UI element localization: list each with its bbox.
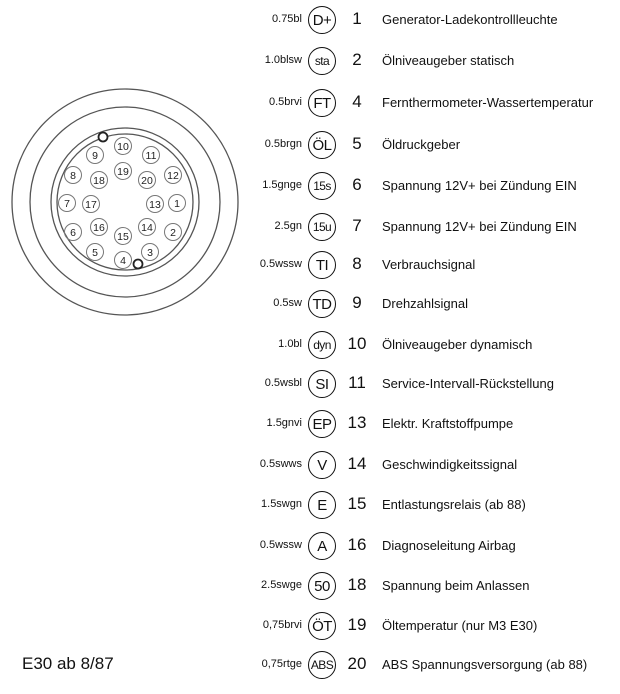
pin-number: 6 [352, 175, 362, 194]
wire-code: 0.5brgn [264, 138, 302, 150]
connector-pin-number: 3 [147, 247, 153, 259]
pin-function-label: Generator-Ladekontrollleuchte [382, 12, 558, 27]
connector-pin-number: 19 [117, 166, 129, 178]
pin-function-label: Elektr. Kraftstoffpumpe [382, 416, 514, 431]
pin-function-label: Spannung beim Anlassen [382, 578, 530, 593]
pin-number: 5 [352, 134, 362, 153]
terminal-symbol: E [308, 491, 336, 519]
wire-code: 1.5swgn [261, 498, 302, 510]
connector-pin-number: 14 [141, 222, 153, 234]
terminal-symbol: TI [308, 251, 336, 279]
connector-pin-number: 20 [141, 175, 153, 187]
wire-code: 0.5wssw [259, 258, 302, 270]
pin-row [240, 130, 620, 162]
connector-pin-number: 13 [149, 199, 161, 211]
terminal-symbol: A [308, 532, 336, 560]
pin-function-label: Entlastungsrelais (ab 88) [382, 497, 526, 512]
pin-row [240, 289, 620, 321]
pin-function-label: Drehzahlsignal [382, 296, 468, 311]
terminal-symbol: 50 [308, 572, 336, 600]
connector-pin-number: 12 [167, 170, 179, 182]
pin-row [240, 571, 620, 603]
wire-code: 1.5gnvi [266, 417, 302, 429]
pin-row [240, 250, 620, 282]
pin-number: 16 [347, 535, 367, 554]
pin-function-label: Verbrauchsignal [382, 257, 476, 272]
pin-function-label: Diagnoseleitung Airbag [382, 538, 516, 553]
terminal-symbol: ABS [308, 651, 336, 679]
pin-number: 4 [352, 92, 362, 111]
connector-pin-number: 6 [70, 227, 76, 239]
pin-function-label: Spannung 12V+ bei Zündung EIN [382, 219, 577, 234]
wire-code: 1.5gnge [262, 179, 302, 191]
pin-row [240, 46, 620, 78]
connector-pin-number: 7 [64, 198, 70, 210]
terminal-symbol: EP [308, 410, 336, 438]
wire-code: 0.5swws [259, 458, 302, 470]
pin-row [240, 450, 620, 482]
pin-row [240, 650, 620, 682]
pin-row [240, 171, 620, 203]
wire-code: 0.5wsbl [264, 377, 302, 389]
wire-code: 0.5wssw [259, 539, 302, 551]
pin-number: 18 [347, 575, 367, 594]
pin-function-label: Fernthermometer-Wassertemperatur [382, 95, 594, 110]
model-caption: E30 ab 8/87 [22, 654, 114, 673]
pin-function-label: ABS Spannungsversorgung (ab 88) [382, 657, 588, 672]
pin-number: 14 [347, 454, 367, 473]
wire-code: 1.0blsw [264, 54, 302, 66]
connector-pin-number: 15 [117, 231, 129, 243]
pin-function-label: Ölniveaugeber dynamisch [382, 337, 533, 352]
pin-row [240, 330, 620, 362]
connector-pin-number: 11 [145, 150, 157, 162]
wire-code: 0,75rtge [261, 658, 302, 670]
pin-row [240, 369, 620, 401]
terminal-symbol: FT [308, 89, 336, 117]
terminal-symbol: sta [308, 47, 336, 75]
wire-code: 0,75brvi [262, 619, 302, 631]
terminal-symbol: dyn [308, 331, 336, 359]
wire-code: 0.75bl [272, 13, 302, 25]
pin-number: 19 [347, 615, 367, 634]
terminal-symbol: D+ [308, 6, 336, 34]
pin-function-label: Service-Intervall-Rückstellung [382, 376, 554, 391]
pin-number: 2 [352, 50, 362, 69]
pin-row [240, 490, 620, 522]
wire-code: 2.5gn [274, 220, 302, 232]
pin-row [240, 611, 620, 643]
connector-pin-number: 8 [70, 170, 76, 182]
pin-row [240, 212, 620, 244]
pin-number: 7 [352, 216, 362, 235]
pin-row [240, 531, 620, 563]
connector-pin-number: 9 [92, 150, 98, 162]
pin-function-label: Spannung 12V+ bei Zündung EIN [382, 178, 577, 193]
connector-pin-number: 16 [93, 222, 105, 234]
pin-number: 1 [352, 9, 362, 28]
connector-pin-number: 17 [85, 199, 97, 211]
pin-row [240, 5, 620, 37]
pin-function-label: Geschwindigkeitssignal [382, 457, 518, 472]
pin-row [240, 88, 620, 120]
connector-pin-number: 1 [174, 198, 180, 210]
terminal-symbol: 15u [308, 213, 336, 241]
wire-code: 0.5brvi [268, 96, 302, 108]
connector-pin-number: 18 [93, 175, 105, 187]
terminal-symbol: ÖL [308, 131, 336, 159]
pin-number: 9 [352, 293, 362, 312]
connector-pin-number: 10 [117, 141, 129, 153]
pin-number: 11 [348, 373, 366, 392]
wire-code: 1.0bl [278, 338, 302, 350]
wire-code: 0.5sw [273, 297, 302, 309]
connector-pin-number: 2 [170, 227, 176, 239]
pin-number: 10 [347, 334, 367, 353]
connector-pin-number: 5 [92, 247, 98, 259]
terminal-symbol: V [308, 451, 336, 479]
wire-code: 2.5swge [261, 579, 302, 591]
terminal-symbol: TD [308, 290, 336, 318]
pin-number: 15 [347, 494, 367, 513]
pin-function-label: Ölniveaugeber statisch [382, 53, 515, 68]
terminal-symbol: ÖT [308, 612, 336, 640]
connector-pin-number: 4 [120, 255, 126, 267]
pin-number: 20 [347, 654, 367, 673]
pin-row [240, 409, 620, 441]
pin-function-label: Öldruckgeber [382, 137, 461, 152]
terminal-symbol: 15s [308, 172, 336, 200]
terminal-symbol: SI [308, 370, 336, 398]
pin-number: 8 [352, 254, 362, 273]
pin-number: 13 [347, 413, 367, 432]
pin-function-label: Öltemperatur (nur M3 E30) [382, 618, 538, 633]
